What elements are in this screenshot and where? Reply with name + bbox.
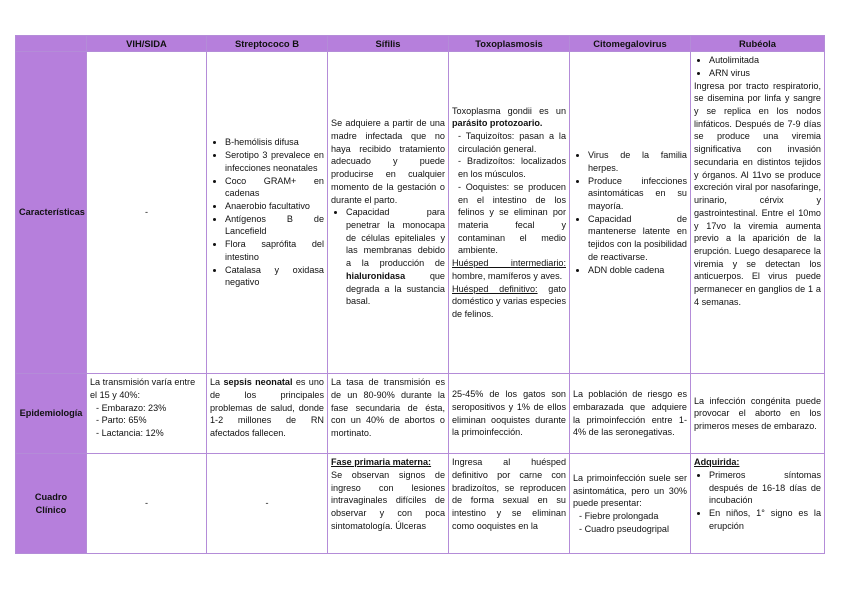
- list-item: • Primeros síntomas después de 16-18 días de incubación: [709, 469, 821, 507]
- sepsis-term: sepsis neonatal: [223, 377, 293, 388]
- list-item: • Catalasa y oxidasa negativo: [225, 264, 324, 289]
- cell-toxo-cuadro: Ingresa al huésped definitivo por carne con bradizoítos, se reproducen de forma sexual en su intestino y se eliminan como ooquistes en la: [449, 454, 570, 554]
- cell-cmv-epidemiologia: La población de riesgo es embarazada que adquiere la primoinfección entre 1-4% de las seronegativas.: [570, 374, 691, 454]
- protozoario-term: parásito protozoario.: [452, 118, 543, 129]
- host-definitive-text: gato doméstico y varias especies de felinos.: [452, 283, 566, 320]
- list-item: - Ooquistes: se producen en el intestino de los felinos y se eliminan por materia fecal y contaminan el medio ambiente.: [458, 181, 566, 257]
- comparison-table: [15, 35, 825, 554]
- list-item: • B-hemólisis difusa: [225, 136, 324, 149]
- list-item: [346, 206, 445, 308]
- list-item: - Fiebre prolongada: [579, 510, 687, 523]
- toxo-intro: [452, 105, 566, 130]
- strepto-epi-text: es uno de los principales problemas de salud, donde 1-2 millones de RN afectados fallecen.: [210, 377, 324, 439]
- list-item: • Autolimitada: [709, 54, 821, 67]
- header-streptococo: Streptococo B: [207, 36, 328, 52]
- host-definitive-label: Huésped definitivo:: [452, 283, 538, 294]
- list-item: • Produce infecciones asintomáticas en su mayoría.: [588, 175, 687, 213]
- list-item: - Taquizoítos: pasan a la circulación general.: [458, 130, 566, 155]
- row-label-epidemiologia: Epidemiología: [16, 374, 87, 454]
- host-definitive: [452, 283, 566, 321]
- cell-rubeola-epidemiologia: La infección congénita puede provocar el aborto en los primeros meses de embarazo.: [691, 374, 825, 454]
- host-intermediate-text: hombre, mamíferos y aves.: [452, 270, 563, 281]
- list-item: • Anaerobio facultativo: [225, 200, 324, 213]
- strepto-epi-pre: La: [210, 377, 221, 388]
- sifilis-intro: Se adquiere a partir de una madre infectada que no haya recibido tratamiento adecuado y puede producirse en cualquier momento de la gestación o durante el parto.: [331, 118, 445, 205]
- list-item: • Flora saprófita del intestino: [225, 238, 324, 263]
- header-corner: [16, 36, 87, 52]
- sifilis-bullet-text: Capacidad para penetrar la monocapa de células epiteliales y las membranas debido a la producción de: [346, 207, 445, 269]
- cell-strepto-caracteristicas: [207, 52, 328, 374]
- cell-rubeola-caracteristicas: [691, 52, 825, 374]
- cell-vih-caracteristicas: -: [87, 52, 207, 374]
- row-label-caracteristicas: Características: [16, 52, 87, 374]
- cell-toxo-epidemiologia: 25-45% de los gatos son seropositivos y 1% de ellos eliminan ooquistes durante la primoinfección.: [449, 374, 570, 454]
- list-item: • ARN virus: [709, 67, 821, 80]
- header-citomegalovirus: Citomegalovirus: [570, 36, 691, 52]
- cell-sifilis-cuadro: [328, 454, 449, 554]
- list-item: • Capacidad de mantenerse latente en tejidos con la posibilidad de reactivarse.: [588, 213, 687, 264]
- row-label-cuadro-clinico: Cuadro Clínico: [16, 454, 87, 554]
- cell-strepto-epidemiologia: [207, 374, 328, 454]
- header-row: [16, 36, 825, 52]
- list-item: • Virus de la familia herpes.: [588, 149, 687, 174]
- list-item: • Antígenos B de Lancefield: [225, 213, 324, 238]
- host-intermediate: [452, 257, 566, 282]
- header-sifilis: Sífilis: [328, 36, 449, 52]
- list-item: - Parto: 65%: [96, 414, 203, 427]
- cell-vih-cuadro: -: [87, 454, 207, 554]
- sifilis-bullet-end: que degrada a la sustancia basal.: [346, 270, 445, 307]
- cell-toxo-caracteristicas: [449, 52, 570, 374]
- cell-sifilis-caracteristicas: [328, 52, 449, 374]
- list-item: • ADN doble cadena: [588, 264, 687, 277]
- list-item: - Bradizoítos: localizados en los músculos.: [458, 155, 566, 180]
- cell-strepto-cuadro: -: [207, 454, 328, 554]
- row-caracteristicas: [16, 52, 825, 374]
- header-toxoplasmosis: Toxoplasmosis: [449, 36, 570, 52]
- cell-vih-epidemiologia: [87, 374, 207, 454]
- header-rubeola: Rubéola: [691, 36, 825, 52]
- sifilis-phase-heading: Fase primaria materna:: [331, 457, 432, 468]
- toxo-intro-text: Toxoplasma gondii es un: [452, 105, 566, 116]
- sifilis-phase-text: Se observan signos de ingreso con lesiones intravaginales difíciles de observar y con poca sintomatología. Úlceras: [331, 469, 445, 531]
- cell-sifilis-epidemiologia: La tasa de transmisión es de un 80-90% durante la fase secundaria de ésta, con un 40% de abortos o mortinato.: [328, 374, 449, 454]
- cell-rubeola-cuadro: [691, 454, 825, 554]
- cell-cmv-cuadro: [570, 454, 691, 554]
- list-item: • En niños, 1° signo es la erupción: [709, 507, 821, 532]
- rubeola-adquirida-heading: Adquirida:: [694, 457, 740, 468]
- list-item: • Serotipo 3 prevalece en infecciones neonatales: [225, 149, 324, 174]
- list-item: - Embarazo: 23%: [96, 402, 203, 415]
- host-intermediate-label: Huésped intermediario:: [452, 258, 566, 269]
- row-cuadro-clinico: [16, 454, 825, 554]
- row-epidemiologia: [16, 374, 825, 454]
- vih-epi-intro: La transmisión varía entre el 15 y 40%:: [90, 377, 196, 400]
- list-item: • Coco GRAM+ en cadenas: [225, 175, 324, 200]
- list-item: - Lactancia: 12%: [96, 427, 203, 440]
- rubeola-description: Ingresa por tracto respiratorio, se disemina por linfa y sangre y se replica en los nodos linfáticos. Después de 7-9 días se produce una viremia significativa con invasión secundaria en distintos tejidos y órganos. Al 11vo se produce excreción viral por nasofaringe, urinario, cérvix y gastrointestinal. Entre el 10mo y 17vo la viremia aumenta previo a la aparición de la erupción. Luego desaparece la viremia y se detectan los anticuerpos. El virus puede permanecer en ganglios de 1 a 4 semanas.: [694, 80, 821, 307]
- header-vih: VIH/SIDA: [87, 36, 207, 52]
- cmv-cuadro-intro: La primoinfección suele ser asintomática, pero un 30% puede presentar:: [573, 472, 687, 509]
- hialuronidasa-term: hialuronidasa: [346, 270, 406, 281]
- list-item: - Cuadro pseudogripal: [579, 523, 687, 536]
- cell-cmv-caracteristicas: [570, 52, 691, 374]
